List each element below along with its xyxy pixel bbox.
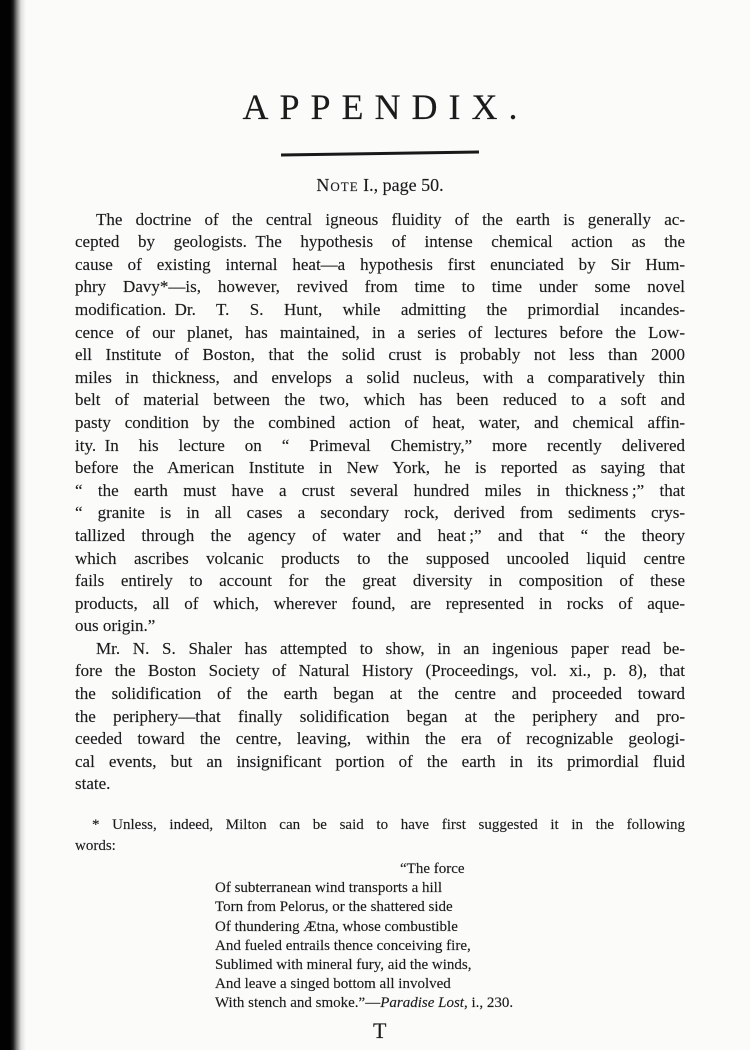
- title-divider-rule: [281, 151, 479, 156]
- poem-line: And leave a singed bottom all involved: [215, 976, 451, 993]
- section-heading-rest: I., page 50.: [358, 174, 444, 195]
- poem-line: “The force: [400, 861, 465, 878]
- footnote-line: * Unless, indeed, Milton can be said to have first suggested it in the following: [92, 817, 685, 834]
- poem-citation: , i., 230.: [463, 995, 514, 1012]
- body-line: ceeded toward the centre, leaving, within the era of recognizable geologi-: [75, 729, 685, 749]
- poem-line: And fueled entrails thence conceiving fire,: [215, 937, 471, 954]
- body-line: belt of material between the two, which has been reduced to a soft and: [75, 390, 685, 410]
- paragraph-2: [75, 638, 685, 796]
- body-line: cause of existing internal heat—a hypothesis first enunciated by Sir Hum-: [75, 254, 685, 274]
- body-line: fore the Boston Society of Natural History (Proceedings, vol. xi., p. 8), that: [75, 661, 685, 681]
- body-line: Mr. N. S. Shaler has attempted to show, in an ingenious paper read be-: [96, 638, 685, 658]
- body-line: the solidification of the earth began at the centre and proceeded toward: [75, 684, 685, 704]
- body-line: ell Institute of Boston, that the solid crust is probably not less than 2000: [75, 345, 685, 365]
- scan-edge-artifact: [0, 0, 26, 1050]
- body-line: tallized through the agency of water and heat ;” and that “ the theory: [75, 525, 685, 545]
- body-line: which ascribes volcanic products to the supposed uncooled liquid centre: [75, 548, 685, 568]
- body-line: ous origin.”: [75, 616, 156, 636]
- body-line: the periphery—that finally solidification began at the periphery and pro-: [75, 706, 685, 726]
- body-line: “ granite is in all cases a secondary rock, derived from sediments crys-: [75, 503, 685, 523]
- footnote-poem: [215, 860, 685, 1014]
- body-line: miles in thickness, and envelops a solid nucleus, with a comparatively thin: [75, 367, 685, 387]
- body-line: products, all of which, wherever found, are represented in rocks of aque-: [75, 593, 685, 613]
- paragraph-1: [75, 209, 685, 638]
- body-line: before the American Institute in New York, he is reported as saying that: [75, 458, 685, 478]
- body-line: cence of our planet, has maintained, in a series of lectures before the Low-: [75, 322, 685, 342]
- body-line: The doctrine of the central igneous fluidity of the earth is generally ac-: [96, 209, 685, 229]
- body-line: cepted by geologists. The hypothesis of intense chemical action as the: [75, 232, 685, 252]
- body-line: pasty condition by the combined action of heat, water, and chemical affin-: [75, 412, 685, 432]
- poem-attribution-line: [215, 994, 685, 1013]
- poem-last-text: With stench and smoke.”—: [215, 995, 381, 1012]
- body-line: phry Davy*—is, however, revived from time to time under some novel: [75, 277, 685, 297]
- body-line: fails entirely to account for the great diversity in composition of these: [75, 571, 685, 591]
- poem-lines: [215, 860, 685, 994]
- page-content: [75, 0, 685, 1044]
- body-line: modification. Dr. T. S. Hunt, while admitting the primordial incandes-: [75, 299, 685, 319]
- signature-mark: T: [373, 1017, 387, 1043]
- footnote-text: [75, 815, 685, 856]
- body-line: cal events, but an insignificant portion of the earth in its primordial fluid: [75, 751, 685, 771]
- poem-source-title: Paradise Lost: [380, 995, 464, 1012]
- poem-line: Of thundering Ætna, whose combustible: [215, 918, 458, 935]
- body-line: “ the earth must have a crust several hundred miles in thickness ;” that: [75, 480, 685, 500]
- section-heading-label: Note: [316, 174, 359, 195]
- page-title: APPENDIX.: [242, 87, 529, 127]
- footnote: [75, 815, 685, 1014]
- footnote-line: words:: [75, 837, 116, 854]
- body-line: state.: [75, 774, 111, 794]
- poem-line: Torn from Pelorus, or the shattered side: [215, 899, 453, 916]
- poem-line: Sublimed with mineral fury, aid the winds,: [215, 957, 472, 974]
- body-line: ity. In his lecture on “ Primeval Chemistry,” more recently delivered: [75, 435, 685, 455]
- poem-line: Of subterranean wind transports a hill: [215, 880, 443, 897]
- section-heading: [75, 175, 685, 196]
- body-text: [75, 209, 685, 796]
